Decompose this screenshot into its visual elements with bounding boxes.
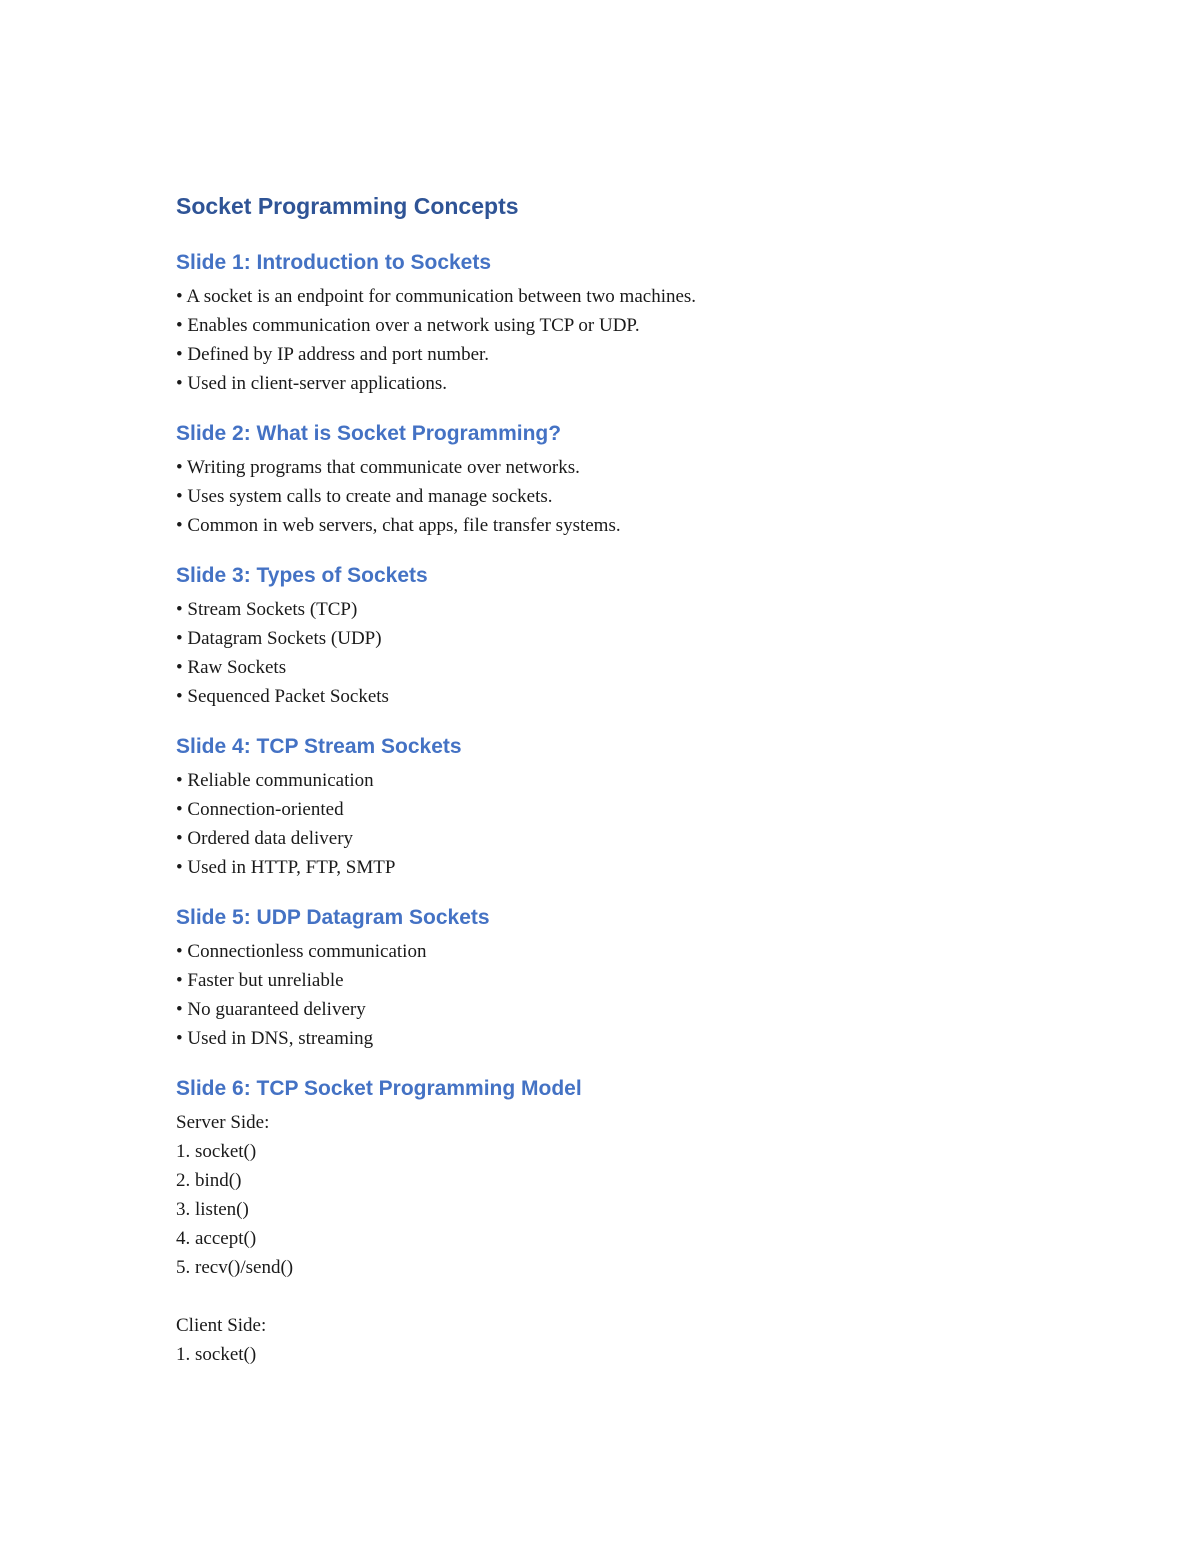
- bullet-line: • Stream Sockets (TCP): [176, 599, 358, 620]
- bullet-line: • Faster but unreliable: [176, 970, 344, 991]
- document-page: [176, 190, 1076, 1390]
- section-slide-1: [176, 248, 1076, 398]
- step-line: 1. socket(): [176, 1141, 257, 1162]
- subheading-line: Server Side:: [176, 1112, 270, 1133]
- document-title: Socket Programming Concepts: [176, 193, 519, 219]
- section-slide-5: [176, 903, 1076, 1053]
- bullet-line: • Raw Sockets: [176, 657, 287, 678]
- subheading-line: Client Side:: [176, 1315, 267, 1336]
- bullet-line: • Used in DNS, streaming: [176, 1028, 374, 1049]
- step-line: 2. bind(): [176, 1170, 242, 1191]
- bullet-line: • Uses system calls to create and manage sockets.: [176, 486, 553, 507]
- section-slide-3: [176, 561, 1076, 711]
- blank-line: [176, 1282, 1076, 1311]
- step-line: 5. recv()/send(): [176, 1257, 294, 1278]
- slide-heading: Slide 4: TCP Stream Sockets: [176, 735, 462, 758]
- bullet-line: • Sequenced Packet Sockets: [176, 686, 389, 707]
- step-line: 1. socket(): [176, 1344, 257, 1365]
- step-line: 4. accept(): [176, 1228, 257, 1249]
- bullet-line: • Common in web servers, chat apps, file transfer systems.: [176, 515, 621, 536]
- bullet-line: • Defined by IP address and port number.: [176, 344, 490, 365]
- slide-heading: Slide 1: Introduction to Sockets: [176, 251, 492, 274]
- bullet-line: • Ordered data delivery: [176, 828, 354, 849]
- bullet-line: • Connectionless communication: [176, 941, 427, 962]
- bullet-line: • Datagram Sockets (UDP): [176, 628, 382, 649]
- slide-heading: Slide 6: TCP Socket Programming Model: [176, 1077, 582, 1100]
- bullet-line: • Enables communication over a network using TCP or UDP.: [176, 315, 640, 336]
- bullet-line: • Used in HTTP, FTP, SMTP: [176, 857, 396, 878]
- bullet-line: • Reliable communication: [176, 770, 374, 791]
- slide-heading: Slide 2: What is Socket Programming?: [176, 422, 562, 445]
- bullet-line: • No guaranteed delivery: [176, 999, 366, 1020]
- bullet-line: • A socket is an endpoint for communication between two machines.: [176, 286, 697, 307]
- section-slide-6: [176, 1074, 1076, 1369]
- slide-heading: Slide 5: UDP Datagram Sockets: [176, 906, 490, 929]
- slide-heading: Slide 3: Types of Sockets: [176, 564, 428, 587]
- bullet-line: • Connection-oriented: [176, 799, 344, 820]
- bullet-line: • Used in client-server applications.: [176, 373, 447, 394]
- step-line: 3. listen(): [176, 1199, 249, 1220]
- section-slide-2: [176, 419, 1076, 540]
- bullet-line: • Writing programs that communicate over networks.: [176, 457, 580, 478]
- section-slide-4: [176, 732, 1076, 882]
